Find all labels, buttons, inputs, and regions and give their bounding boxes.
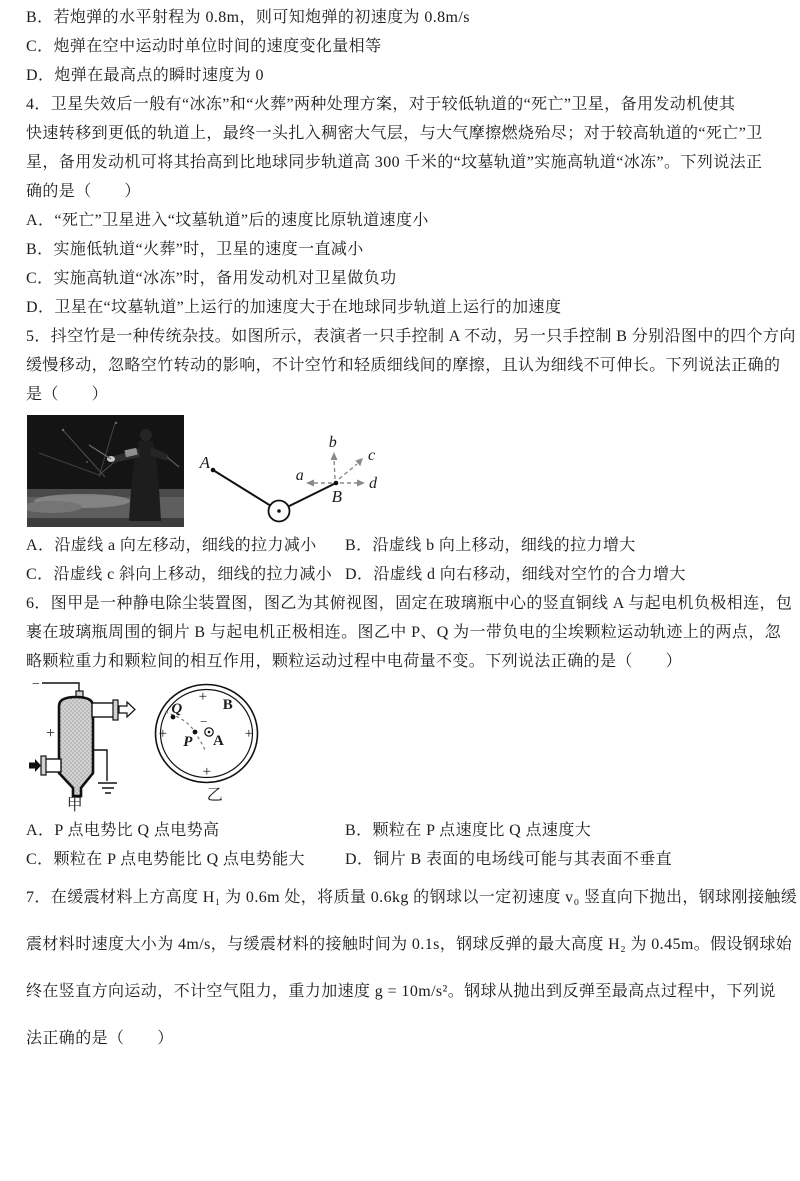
negative-terminal-label: − xyxy=(32,677,41,692)
precipitator-device-diagram xyxy=(28,676,138,816)
q6-text-line1: 6．图甲是一种静电除尘装置图，图乙为其俯视图，固定在玻璃瓶中心的竖直铜线 A 与起电机负极相连，包 xyxy=(26,595,793,612)
q4-text-line1: 4．卫星失效后一般有“冰冻”和“火葬”两种处理方案，对于较低轨道的“死亡”卫星，备用发动机使其 xyxy=(26,96,736,113)
q6-option-a: A．P 点电势比 Q 点电势高 xyxy=(26,822,220,839)
q5-text-line2: 缓慢移动，忽略空竹转动的影响，不计空竹和轻质细线间的摩擦，且认为细线不可伸长。下列说法正确的 xyxy=(26,357,781,374)
plus-charge-top: + xyxy=(198,689,208,705)
hand-point-B-dot xyxy=(334,481,339,486)
q7-text-line1: 7．在缓震材料上方高度 H₁ 为 0.6m 处，将质量 0.6kg 的钢球以一定初速度 v₀ 竖直向下抛出，钢球刚接触缓 xyxy=(26,889,798,906)
inflow-arrow xyxy=(29,759,41,772)
q6-figure-row xyxy=(26,676,778,816)
q5-text-line3: 是（ ） xyxy=(26,386,109,403)
arrow-a-left xyxy=(306,480,314,487)
point-P-dot xyxy=(193,730,198,735)
diabolo-performer-photo xyxy=(27,415,184,527)
q7-text-line4: 法正确的是（ ） xyxy=(26,1030,174,1047)
fig6-label-P: P xyxy=(183,734,193,750)
earth-ground-symbol xyxy=(98,783,117,793)
q5-option-c: C．沿虚线 c 斜向上移动，细线的拉力减小 xyxy=(26,566,333,583)
q4-text-line3: 星，备用发动机可将其抬高到比地球同步轨道高 300 千米的“坟墓轨道”实施高轨道“冰冻”。下列说法正 xyxy=(26,154,763,171)
q7-text-line3: 终在竖直方向运动，不计空气阻力，重力加速度 g = 10m/s²。钢球从抛出到反弹至最高点过程中，下列说 xyxy=(26,983,776,1000)
fig5-label-a: a xyxy=(295,467,305,484)
q5-options-cd xyxy=(26,560,778,589)
q5-figure-row xyxy=(26,409,778,531)
arrow-b-up xyxy=(331,452,338,460)
plus-charge-left: + xyxy=(158,726,168,742)
fig6-label-B: B xyxy=(222,697,234,713)
plus-charge-bottom: + xyxy=(202,764,212,780)
q6-option-c: C．颗粒在 P 点电势能比 Q 点电势能大 xyxy=(26,851,305,868)
plus-charge-right: + xyxy=(244,726,254,742)
q6-option-d: D．铜片 B 表面的电场线可能与其表面不垂直 xyxy=(345,851,673,868)
q3-option-c: C．炮弹在空中运动时单位时间的速度变化量相等 xyxy=(26,38,382,55)
outflow-arrow xyxy=(119,702,135,717)
arrow-d-right xyxy=(357,480,365,487)
fig5-label-d: d xyxy=(369,475,378,492)
q3-option-b: B．若炮弹的水平射程为 0.8m，则可知炮弹的初速度为 0.8m/s xyxy=(26,9,470,26)
precipitator-topview-diagram xyxy=(152,678,267,805)
q4-text-line4: 确的是（ ） xyxy=(26,183,141,200)
central-wire-A-dot xyxy=(208,731,211,734)
q4-option-c: C．实施高轨道“冰冻”时，备用发动机对卫星做负功 xyxy=(26,270,397,287)
fig5-label-A: A xyxy=(199,453,211,472)
q5-option-a: A．沿虚线 a 向左移动，细线的拉力减小 xyxy=(26,537,317,554)
q3-option-d: D．炮弹在最高点的瞬时速度为 0 xyxy=(26,67,264,84)
fig5-label-b: b xyxy=(328,434,338,451)
q4-text-line2: 快速转移到更低的轨道上，最终一头扎入稠密大气层，与大气摩擦燃烧殆尽；对于较高轨道的“死亡”卫 xyxy=(26,125,763,142)
q6-options-cd xyxy=(26,845,778,874)
diabolo-string-diagram xyxy=(196,417,426,529)
q6-text-line3: 略颗粒重力和颗粒间的相互作用，颗粒运动过程中电荷量不变。下列说法正确的是（ ） xyxy=(26,653,683,670)
q5-text-line1: 5．抖空竹是一种传统杂技。如图所示，表演者一只手控制 A 不动，另一只手控制 B 分别沿图中的四个方向 xyxy=(26,328,796,345)
fig5-label-B: B xyxy=(331,487,343,506)
q5-option-b: B．沿虚线 b 向上移动，细线的拉力增大 xyxy=(345,537,636,554)
q4-option-b: B．实施低轨道“火葬”时，卫星的速度一直减小 xyxy=(26,241,364,258)
q5-option-d: D．沿虚线 d 向右移动，细线对空竹的合力增大 xyxy=(345,566,686,583)
fig6-label-A: A xyxy=(213,733,225,749)
hand-point-A-dot xyxy=(211,468,216,473)
wire-A-minus: − xyxy=(200,714,208,729)
q6-text-line2: 裹在玻璃瓶周围的铜片 B 与起电机正极相连。图乙中 P、Q 为一带负电的尘埃颗粒运动轨迹上的两点，忽 xyxy=(26,624,782,641)
positive-plate-label: + xyxy=(46,725,56,742)
fig6-caption-left: 甲 xyxy=(66,797,84,814)
q5-options-ab xyxy=(26,531,778,560)
q4-option-d: D．卫星在“坟墓轨道”上运行的加速度大于在地球同步轨道上运行的加速度 xyxy=(26,299,562,316)
fig5-label-c: c xyxy=(368,447,376,464)
q6-option-b: B．颗粒在 P 点速度比 Q 点速度大 xyxy=(345,822,592,839)
q6-options-ab xyxy=(26,816,778,845)
diabolo-axle-dot xyxy=(277,509,281,513)
q4-option-a: A．“死亡”卫星进入“坟墓轨道”后的速度比原轨道速度小 xyxy=(26,212,429,229)
fig6-caption-right: 乙 xyxy=(206,787,224,804)
q7-text-line2: 震材料时速度大小为 4m/s，与缓震材料的接触时间为 0.1s，钢球反弹的最大高度 H₂ 为 0.45m。假设钢球始 xyxy=(26,936,793,953)
fig6-label-Q: Q xyxy=(171,701,183,717)
